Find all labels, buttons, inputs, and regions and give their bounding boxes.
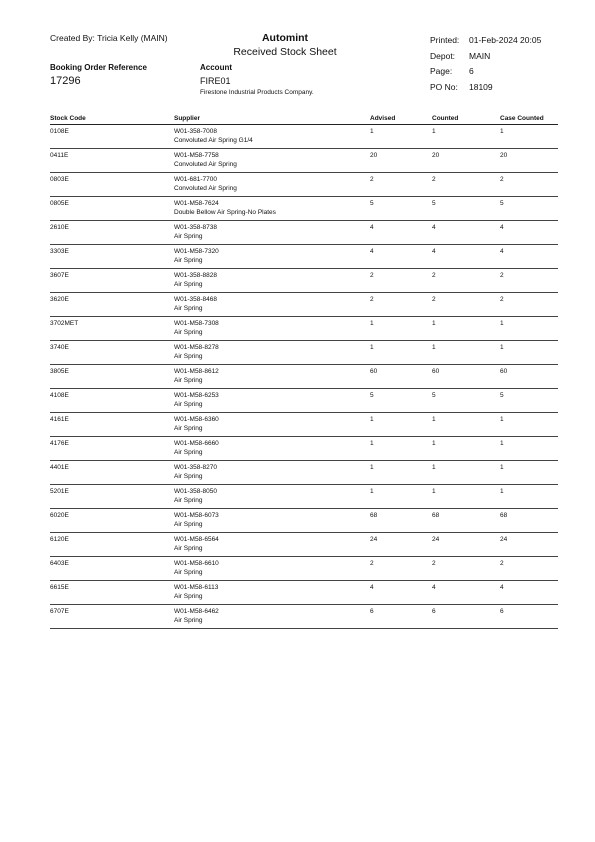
col-stock-code: Stock Code	[50, 113, 174, 125]
stock-code-cell: 6403E	[50, 557, 174, 581]
counted-cell: 24	[432, 533, 500, 557]
advised-cell: 4	[370, 221, 432, 245]
supplier-cell	[174, 245, 370, 269]
supplier-code: W01-681-7700	[174, 176, 217, 183]
item-description: Convoluted Air Spring	[174, 184, 237, 192]
stock-code-cell: 6020E	[50, 509, 174, 533]
advised-cell: 6	[370, 605, 432, 629]
table-row	[50, 389, 558, 413]
stock-code-cell: 2610E	[50, 221, 174, 245]
advised-cell: 1	[370, 413, 432, 437]
item-description: Air Spring	[174, 352, 203, 360]
booking-value: 17296	[50, 75, 81, 87]
item-description: Air Spring	[174, 232, 203, 240]
table-row	[50, 533, 558, 557]
counted-cell: 4	[432, 221, 500, 245]
counted-cell: 1	[432, 485, 500, 509]
supplier-cell	[174, 173, 370, 197]
table-row	[50, 245, 558, 269]
supplier-code: W01-M58-8278	[174, 344, 219, 351]
case-counted-cell: 1	[500, 437, 558, 461]
advised-cell: 24	[370, 533, 432, 557]
supplier-code: W01-M58-6073	[174, 512, 219, 519]
booking-reference	[50, 63, 147, 87]
supplier-cell	[174, 197, 370, 221]
stock-code-cell: 5201E	[50, 485, 174, 509]
supplier-cell	[174, 437, 370, 461]
supplier-cell	[174, 293, 370, 317]
counted-cell: 1	[432, 125, 500, 149]
supplier-code: W01-358-8738	[174, 224, 217, 231]
stock-code-cell: 3607E	[50, 269, 174, 293]
item-description: Air Spring	[174, 448, 203, 456]
advised-cell: 1	[370, 461, 432, 485]
table-row	[50, 485, 558, 509]
case-counted-cell: 4	[500, 245, 558, 269]
company-name: Firestone Industrial Products Company.	[200, 89, 314, 96]
counted-cell: 68	[432, 509, 500, 533]
advised-cell: 68	[370, 509, 432, 533]
case-counted-cell: 4	[500, 581, 558, 605]
item-description: Air Spring	[174, 520, 203, 528]
page-label: Page:	[430, 66, 453, 76]
advised-cell: 1	[370, 485, 432, 509]
depot-value: MAIN	[469, 50, 491, 61]
supplier-code: W01-358-8828	[174, 272, 217, 279]
case-counted-cell: 1	[500, 317, 558, 341]
supplier-cell	[174, 533, 370, 557]
counted-cell: 5	[432, 389, 500, 413]
supplier-code: W01-M58-6113	[174, 584, 219, 591]
advised-cell: 1	[370, 341, 432, 365]
supplier-cell	[174, 269, 370, 293]
advised-cell: 1	[370, 317, 432, 341]
case-counted-cell: 1	[500, 485, 558, 509]
supplier-code: W01-M58-6360	[174, 416, 219, 423]
stock-code-cell: 0108E	[50, 125, 174, 149]
table-row	[50, 605, 558, 629]
counted-cell: 2	[432, 557, 500, 581]
counted-cell: 2	[432, 173, 500, 197]
table-row	[50, 365, 558, 389]
account-value: FIRE01	[200, 76, 231, 86]
stock-code-cell: 3620E	[50, 293, 174, 317]
case-counted-cell: 5	[500, 197, 558, 221]
counted-cell: 1	[432, 413, 500, 437]
counted-cell: 1	[432, 437, 500, 461]
case-counted-cell: 6	[500, 605, 558, 629]
item-description: Air Spring	[174, 496, 203, 504]
supplier-code: W01-M58-6660	[174, 440, 219, 447]
item-description: Air Spring	[174, 592, 203, 600]
stock-code-cell: 3702MET	[50, 317, 174, 341]
item-description: Double Bellow Air Spring-No Plates	[174, 208, 276, 216]
counted-cell: 4	[432, 245, 500, 269]
supplier-cell	[174, 221, 370, 245]
table-body	[50, 125, 558, 629]
item-description: Air Spring	[174, 544, 203, 552]
supplier-cell	[174, 389, 370, 413]
counted-cell: 20	[432, 149, 500, 173]
supplier-cell	[174, 413, 370, 437]
table-header-row	[50, 113, 558, 125]
item-description: Air Spring	[174, 280, 203, 288]
printed-row	[430, 33, 541, 49]
supplier-code: W01-M58-8612	[174, 368, 219, 375]
case-counted-cell: 2	[500, 557, 558, 581]
item-description: Convoluted Air Spring G1/4	[174, 136, 253, 144]
table-row	[50, 341, 558, 365]
case-counted-cell: 2	[500, 173, 558, 197]
document-subtitle: Received Stock Sheet	[233, 46, 337, 58]
supplier-cell	[174, 341, 370, 365]
page-row	[430, 64, 541, 80]
case-counted-cell: 2	[500, 269, 558, 293]
print-info	[430, 33, 541, 95]
supplier-code: W01-M58-7320	[174, 248, 219, 255]
supplier-code: W01-M58-6462	[174, 608, 219, 615]
advised-cell: 5	[370, 197, 432, 221]
booking-label: Booking Order Reference	[50, 63, 147, 72]
col-advised: Advised	[370, 113, 432, 125]
advised-cell: 4	[370, 245, 432, 269]
table-row	[50, 413, 558, 437]
table-row	[50, 437, 558, 461]
advised-cell: 2	[370, 557, 432, 581]
case-counted-cell: 2	[500, 293, 558, 317]
supplier-cell	[174, 365, 370, 389]
supplier-cell	[174, 149, 370, 173]
case-counted-cell: 68	[500, 509, 558, 533]
advised-cell: 2	[370, 173, 432, 197]
counted-cell: 60	[432, 365, 500, 389]
depot-row	[430, 49, 541, 65]
item-description: Air Spring	[174, 376, 203, 384]
table-row	[50, 293, 558, 317]
item-description: Air Spring	[174, 616, 203, 624]
advised-cell: 60	[370, 365, 432, 389]
counted-cell: 4	[432, 581, 500, 605]
case-counted-cell: 5	[500, 389, 558, 413]
printed-label: Printed:	[430, 35, 460, 45]
item-description: Air Spring	[174, 424, 203, 432]
stock-code-cell: 4176E	[50, 437, 174, 461]
advised-cell: 4	[370, 581, 432, 605]
company-title: Automint	[261, 32, 309, 44]
case-counted-cell: 1	[500, 413, 558, 437]
table-row	[50, 221, 558, 245]
supplier-code: W01-M58-6564	[174, 536, 219, 543]
counted-cell: 5	[432, 197, 500, 221]
case-counted-cell: 24	[500, 533, 558, 557]
table-row	[50, 317, 558, 341]
table-row	[50, 557, 558, 581]
item-description: Air Spring	[174, 568, 203, 576]
supplier-code: W01-M58-7624	[174, 200, 219, 207]
supplier-code: W01-M58-7758	[174, 152, 219, 159]
page-value: 6	[469, 66, 474, 76]
supplier-code: W01-358-7008	[174, 128, 217, 135]
col-case-counted: Case Counted	[500, 113, 558, 125]
supplier-cell	[174, 581, 370, 605]
table-row	[50, 461, 558, 485]
supplier-code: W01-M58-6253	[174, 392, 219, 399]
case-counted-cell: 1	[500, 461, 558, 485]
case-counted-cell: 4	[500, 221, 558, 245]
depot-label: Depot:	[430, 50, 456, 61]
supplier-code: W01-358-8050	[174, 488, 217, 495]
advised-cell: 2	[370, 293, 432, 317]
stock-code-cell: 0803E	[50, 173, 174, 197]
stock-code-cell: 3740E	[50, 341, 174, 365]
stock-code-cell: 3303E	[50, 245, 174, 269]
stock-table-wrap	[50, 113, 558, 629]
advised-cell: 20	[370, 149, 432, 173]
account-label: Account	[200, 63, 232, 72]
advised-cell: 1	[370, 437, 432, 461]
item-description: Air Spring	[174, 304, 203, 312]
supplier-cell	[174, 485, 370, 509]
supplier-cell	[174, 509, 370, 533]
advised-cell: 5	[370, 389, 432, 413]
created-by	[50, 33, 168, 43]
stock-code-cell: 0805E	[50, 197, 174, 221]
col-supplier: Supplier	[174, 113, 370, 125]
supplier-cell	[174, 125, 370, 149]
account-info	[200, 63, 314, 96]
stock-code-cell: 0411E	[50, 149, 174, 173]
supplier-cell	[174, 605, 370, 629]
supplier-cell	[174, 461, 370, 485]
table-row	[50, 149, 558, 173]
table-row	[50, 173, 558, 197]
table-row	[50, 197, 558, 221]
stock-code-cell: 4108E	[50, 389, 174, 413]
created-by-value: Tricia Kelly (MAIN)	[97, 33, 168, 43]
case-counted-cell: 1	[500, 125, 558, 149]
stock-code-cell: 6707E	[50, 605, 174, 629]
advised-cell: 2	[370, 269, 432, 293]
po-label: PO No:	[430, 81, 458, 92]
advised-cell: 1	[370, 125, 432, 149]
printed-value: 01-Feb-2024 20:05	[469, 35, 542, 45]
case-counted-cell: 1	[500, 341, 558, 365]
supplier-cell	[174, 557, 370, 581]
col-counted: Counted	[432, 113, 500, 125]
po-row	[430, 80, 541, 96]
created-by-label: Created By:	[50, 33, 95, 43]
counted-cell: 1	[432, 341, 500, 365]
counted-cell: 1	[432, 317, 500, 341]
supplier-code: W01-358-8270	[174, 464, 217, 471]
item-description: Air Spring	[174, 256, 203, 264]
supplier-code: W01-M58-7308	[174, 320, 219, 327]
stock-code-cell: 4401E	[50, 461, 174, 485]
document-heading	[225, 32, 345, 58]
stock-code-cell: 6615E	[50, 581, 174, 605]
table-row	[50, 125, 558, 149]
supplier-cell	[174, 317, 370, 341]
counted-cell: 2	[432, 293, 500, 317]
stock-code-cell: 6120E	[50, 533, 174, 557]
table-row	[50, 509, 558, 533]
case-counted-cell: 60	[500, 365, 558, 389]
stock-code-cell: 4161E	[50, 413, 174, 437]
supplier-code: W01-M58-6610	[174, 560, 219, 567]
item-description: Air Spring	[174, 400, 203, 408]
table-row	[50, 581, 558, 605]
stock-code-cell: 3805E	[50, 365, 174, 389]
counted-cell: 6	[432, 605, 500, 629]
counted-cell: 1	[432, 461, 500, 485]
stock-table	[50, 113, 558, 629]
counted-cell: 2	[432, 269, 500, 293]
item-description: Air Spring	[174, 328, 203, 336]
item-description: Convoluted Air Spring	[174, 160, 237, 168]
supplier-code: W01-358-8468	[174, 296, 217, 303]
table-row	[50, 269, 558, 293]
case-counted-cell: 20	[500, 149, 558, 173]
item-description: Air Spring	[174, 472, 203, 480]
po-value: 18109	[469, 81, 493, 92]
